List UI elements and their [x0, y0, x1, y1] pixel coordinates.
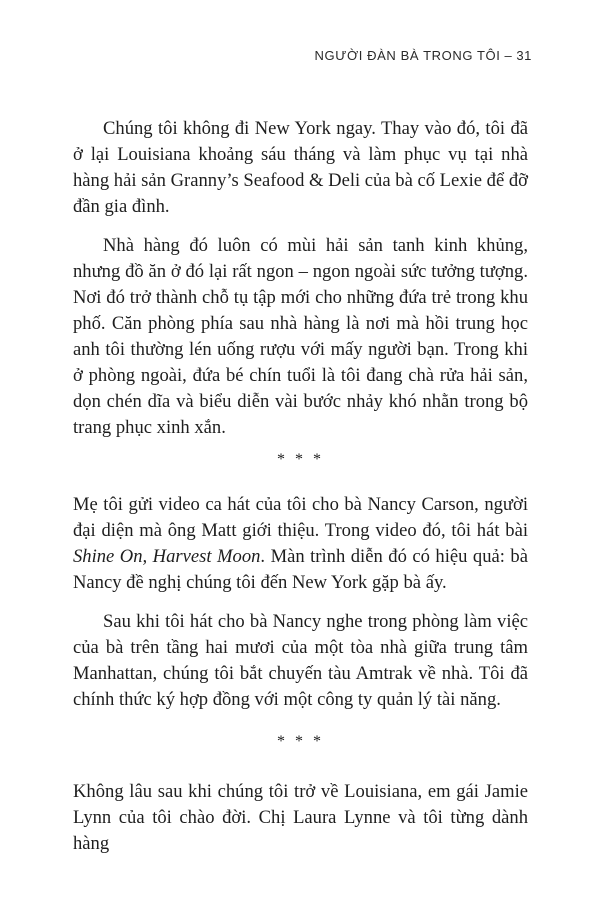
- header-dash: –: [504, 48, 513, 63]
- paragraph-text: Mẹ tôi gửi video ca hát của tôi cho bà Nancy Carson, người đại diện mà ông Matt giới thiệu. Trong video đó, tôi hát bài: [73, 494, 528, 541]
- paragraph: Chúng tôi không đi New York ngay. Thay vào đó, tôi đã ở lại Louisiana khoảng sáu tháng và làm phục vụ tại nhà hàng hải sản Granny’s Seafood & Deli của bà cố Lexie để đỡ đần gia đình.: [73, 118, 528, 217]
- section-separator: * * *: [277, 451, 324, 468]
- paragraph: Sau khi tôi hát cho bà Nancy nghe trong phòng làm việc của bà trên tầng hai mươi của một tòa nhà giữa trung tâm Manhattan, chúng tôi bắt chuyến tàu Amtrak về nhà. Tôi đã chính thức ký hợp đồng với một công ty quản lý tài năng.: [73, 611, 528, 710]
- section-3: [73, 779, 528, 870]
- section-1: [73, 116, 528, 454]
- paragraph: Nhà hàng đó luôn có mùi hải sản tanh kinh khủng, nhưng đồ ăn ở đó lại rất ngon – ngon ngoài sức tưởng tượng. Nơi đó trở thành chỗ tụ tập mới cho những đứa trẻ trong khu phố. Căn phòng phía sau nhà hàng là nơi mà hồi trung học anh tôi thường lén uống rượu với mấy người bạn. Trong khi ở phòng ngoài, đứa bé chín tuổi là tôi đang chà rửa hải sản, dọn chén dĩa và biểu diễn vài bước nhảy khó nhằn trong bộ trang phục xinh xắn.: [73, 235, 528, 438]
- page-number: 31: [516, 48, 532, 63]
- book-title: NGƯỜI ĐÀN BÀ TRONG TÔI: [314, 48, 501, 63]
- running-header: [315, 48, 532, 63]
- paragraph: [73, 492, 528, 596]
- song-title: Shine On, Harvest Moon: [73, 546, 261, 567]
- section-separator: * * *: [277, 733, 324, 750]
- paragraph: Không lâu sau khi chúng tôi trở về Louisiana, em gái Jamie Lynn của tôi chào đời. Chị Laura Lynne và tôi từng dành hàng: [73, 781, 528, 854]
- section-2: [73, 492, 528, 726]
- paragraph-text: . Màn trình diễn đó có hiệu quả: bà Nancy đề nghị chúng tôi đến New York gặp bà ấy.: [73, 546, 528, 593]
